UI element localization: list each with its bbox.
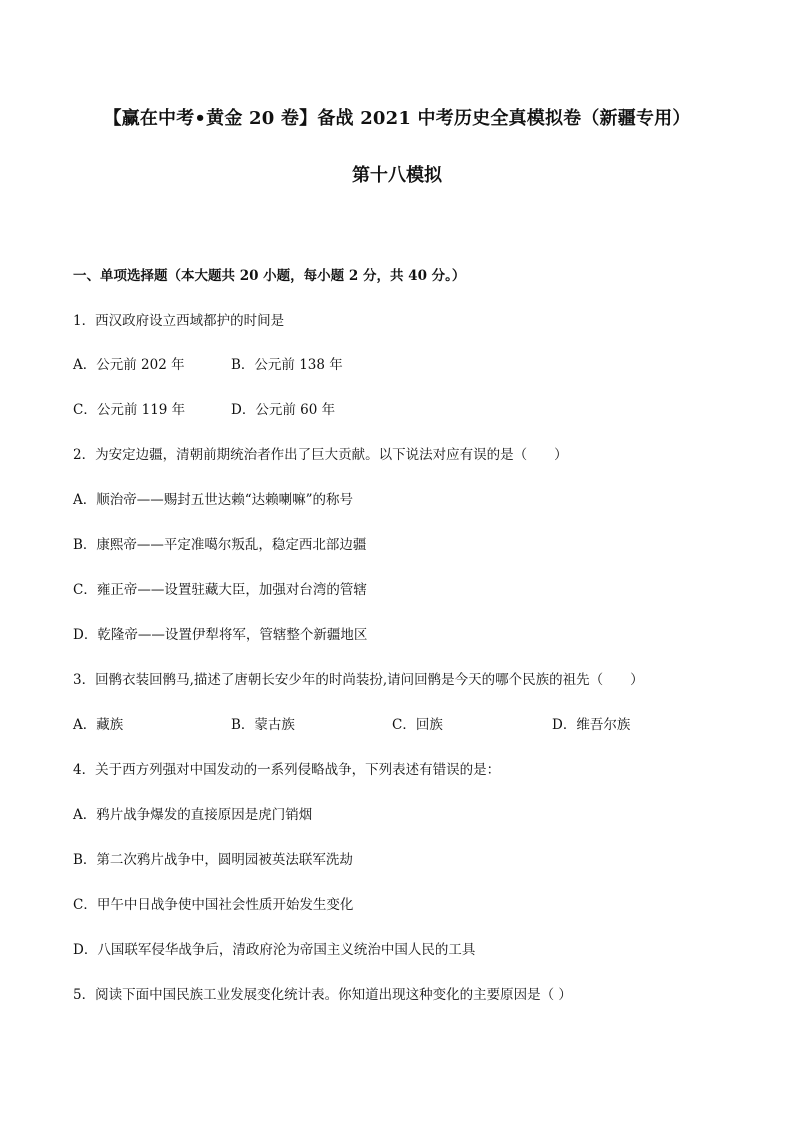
document-title: 【赢在中考•黄金 20 卷】备战 2021 中考历史全真模拟卷（新疆专用） [103,108,691,129]
question-2-option-c: C．雍正帝——设置驻藏大臣，加强对台湾的管辖 [73,582,367,598]
question-2-option-a: A．顺治帝——赐封五世达赖“达赖喇嘛”的称号 [73,492,354,508]
question-4-stem: 4．关于西方列强对中国发动的一系列侵略战争，下列表述有错误的是： [73,762,501,778]
question-3-option-b: B．蒙古族 [231,717,295,733]
section-heading: 一、单项选择题（本大题共 20 小题，每小题 2 分，共 40 分。） [73,268,466,284]
question-2-option-d: D．乾隆帝——设置伊犁将军，管辖整个新疆地区 [73,627,368,643]
question-4-option-d: D．八国联军侵华战争后，清政府沦为帝国主义统治中国人民的工具 [73,942,476,958]
question-1-option-a: A．公元前 202 年 [73,357,185,373]
question-3-option-a: A．藏族 [73,717,124,733]
question-1-stem: 1．西汉政府设立西域都护的时间是 [73,313,285,329]
question-3-option-c: C．回族 [392,717,443,733]
document-subtitle: 第十八模拟 [352,165,442,186]
question-5-stem: 5．阅读下面中国民族工业发展变化统计表。你知道出现这种变化的主要原因是（ ） [73,987,572,1003]
question-1-option-b: B．公元前 138 年 [231,357,343,373]
question-2-option-b: B．康熙帝——平定准噶尔叛乱，稳定西北部边疆 [73,537,367,553]
question-3-option-d: D．维吾尔族 [552,717,631,733]
question-2-stem: 2．为安定边疆，清朝前期统治者作出了巨大贡献。以下说法对应有误的是（ ） [73,447,568,463]
question-3-stem: 3．回鹘衣装回鹘马,描述了唐朝长安少年的时尚装扮,请问回鹘是今天的哪个民族的祖先（ ） [73,672,644,688]
question-1-option-c: C．公元前 119 年 [73,402,186,418]
question-4-option-a: A．鸦片战争爆发的直接原因是虎门销烟 [73,807,313,823]
question-4-option-c: C．甲午中日战争使中国社会性质开始发生变化 [73,897,354,913]
question-4-option-b: B．第二次鸦片战争中，圆明园被英法联军洗劫 [73,852,353,868]
question-1-option-d: D．公元前 60 年 [231,402,336,418]
